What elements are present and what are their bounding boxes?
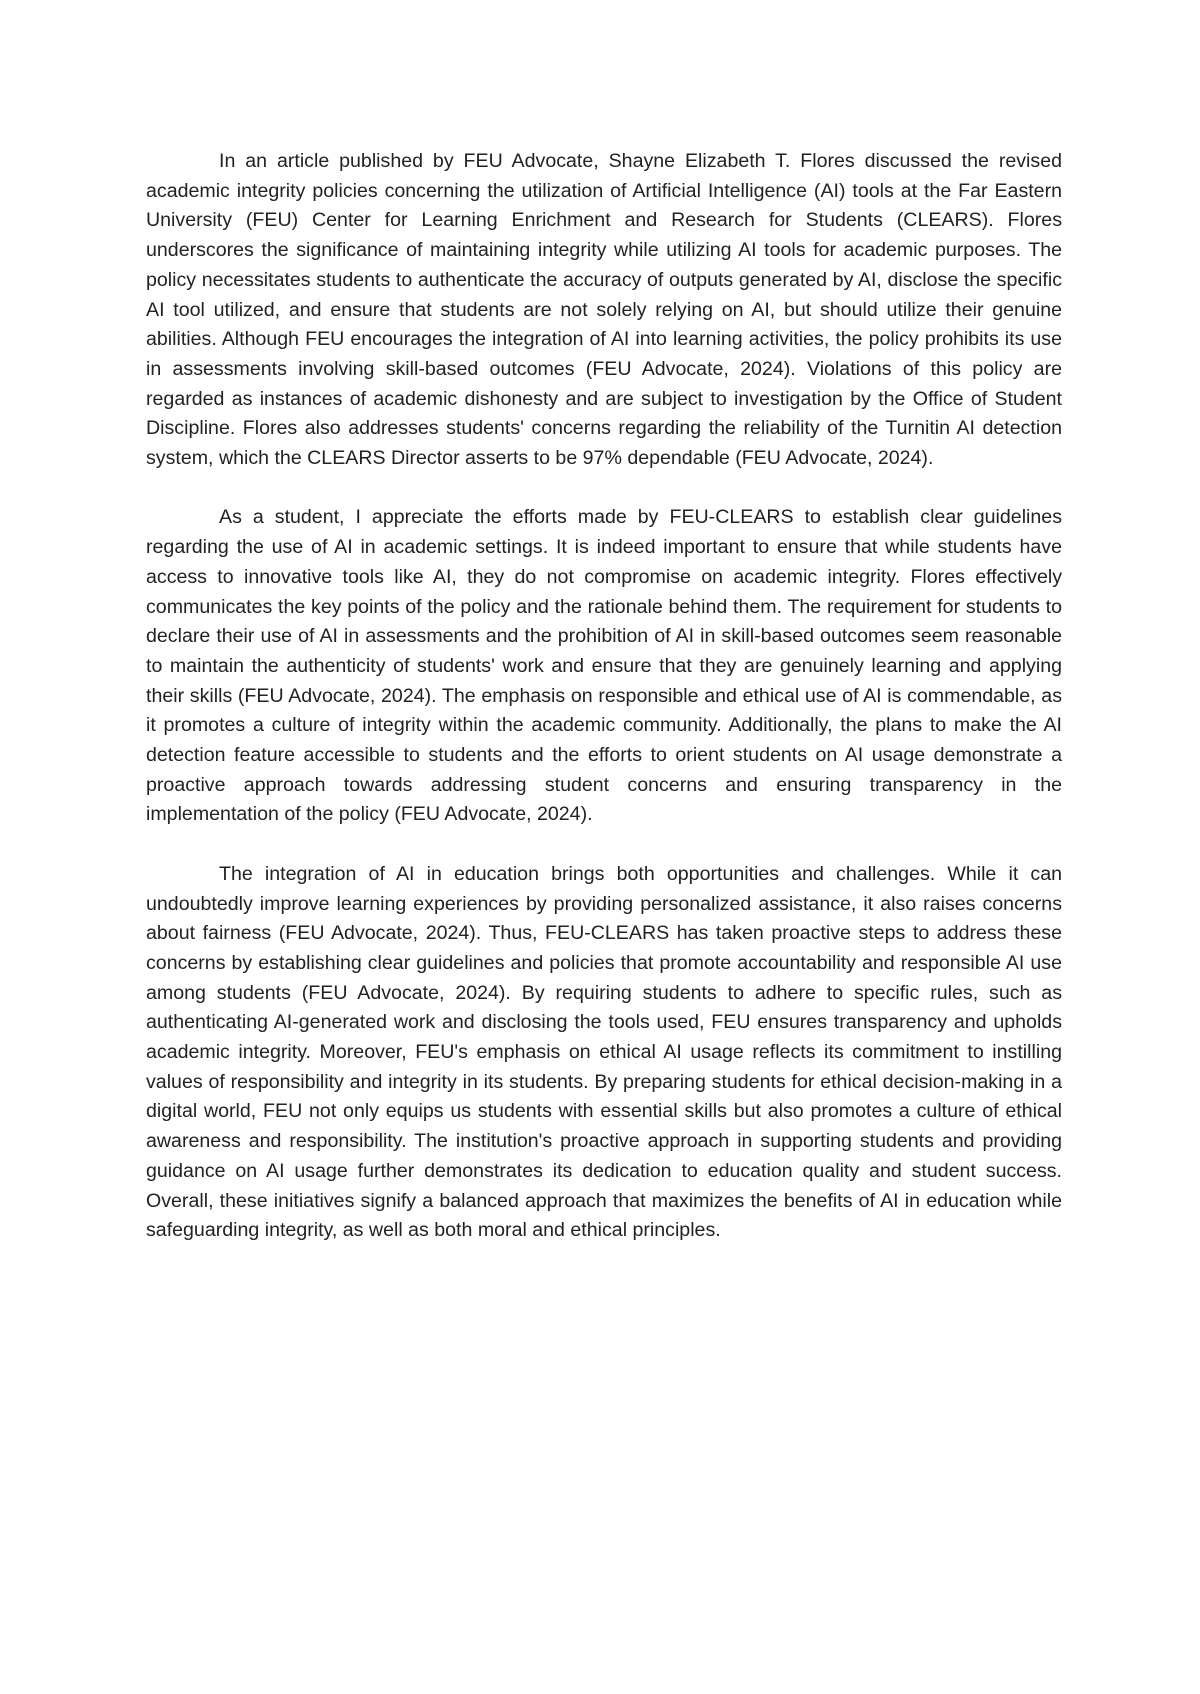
document-body bbox=[146, 147, 1062, 1246]
paragraph-3: The integration of AI in education brings both opportunities and challenges. While it can undoubtedly improve learning experiences by providing personalized assistance, it also raises concerns about fairness (FEU Advocate, 2024). Thus, FEU-CLEARS has taken proactive steps to address these concerns by establishing clear guidelines and policies that promote accountability and responsible AI use among students (FEU Advocate, 2024). By requiring students to adhere to specific rules, such as authenticating AI-generated work and disclosing the tools used, FEU ensures transparency and upholds academic integrity. Moreover, FEU's emphasis on ethical AI usage reflects its commitment to instilling values of responsibility and integrity in its students. By preparing students for ethical decision-making in a digital world, FEU not only equips us students with essential skills but also promotes a culture of ethical awareness and responsibility. The institution's proactive approach in supporting students and providing guidance on AI usage further demonstrates its dedication to education quality and student success. Overall, these initiatives signify a balanced approach that maximizes the benefits of AI in education while safeguarding integrity, as well as both moral and ethical principles. bbox=[146, 862, 1062, 1242]
paragraph-2: As a student, I appreciate the efforts made by FEU-CLEARS to establish clear guidelines regarding the use of AI in academic settings. It is indeed important to ensure that while students have access to innovative tools like AI, they do not compromise on academic integrity. Flores effectively communicates the key points of the policy and the rationale behind them. The requirement for students to declare their use of AI in assessments and the prohibition of AI in skill-based outcomes seem reasonable to maintain the authenticity of students' work and ensure that they are genuinely learning and applying their skills (FEU Advocate, 2024). The emphasis on responsible and ethical use of AI is commendable, as it promotes a culture of integrity within the academic community. Additionally, the plans to make the AI detection feature accessible to students and the efforts to orient students on AI usage demonstrate a proactive approach towards addressing student concerns and ensuring transparency in the implementation of the policy (FEU Advocate, 2024). bbox=[146, 506, 1062, 826]
paragraph-1: In an article published by FEU Advocate, Shayne Elizabeth T. Flores discussed the revised academic integrity policies concerning the utilization of Artificial Intelligence (AI) tools at the Far Eastern University (FEU) Center for Learning Enrichment and Research for Students (CLEARS). Flores underscores the significance of maintaining integrity while utilizing AI tools for academic purposes. The policy necessitates students to authenticate the accuracy of outputs generated by AI, disclose the specific AI tool utilized, and ensure that students are not solely relying on AI, but should utilize their genuine abilities. Although FEU encourages the integration of AI into learning activities, the policy prohibits its use in assessments involving skill-based outcomes (FEU Advocate, 2024). Violations of this policy are regarded as instances of academic dishonesty and are subject to investigation by the Office of Student Discipline. Flores also addresses students' concerns regarding the reliability of the Turnitin AI detection system, which the CLEARS Director asserts to be 97% dependable (FEU Advocate, 2024). bbox=[146, 150, 1062, 470]
